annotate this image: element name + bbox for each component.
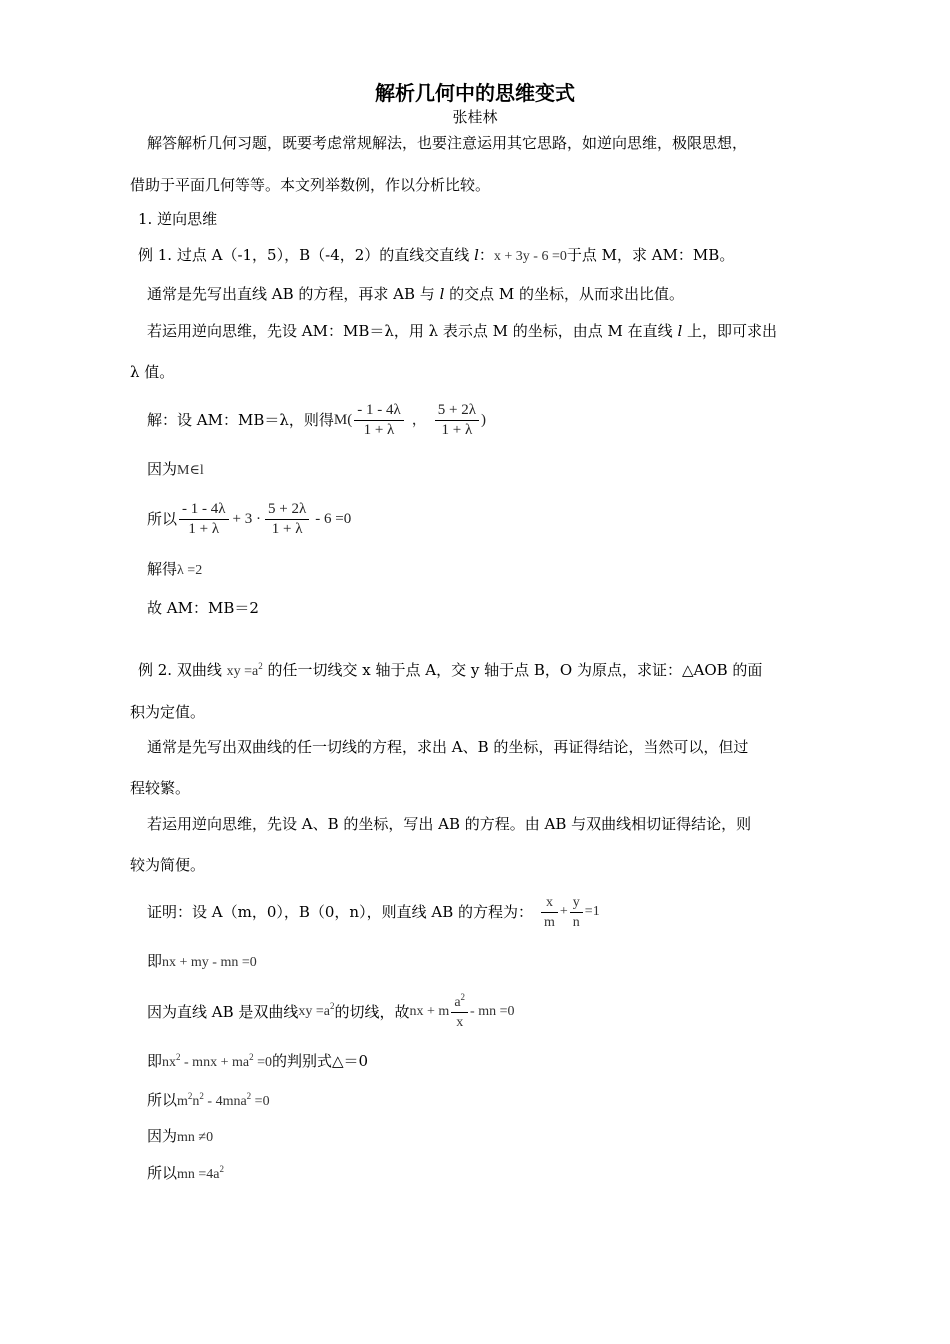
exponent: 2 [258, 661, 263, 671]
line-l-symbol: l [474, 246, 479, 264]
ex2-line-3 [147, 1051, 368, 1073]
discriminant-equation [177, 1091, 270, 1109]
ex1-p2-tail: 上，即可求出 [682, 322, 778, 340]
coordinate-comma: ， [411, 412, 427, 428]
ex2-line-4 [147, 1090, 270, 1112]
ex1-paragraph-2 [147, 321, 777, 341]
because-text: 因为 [147, 1127, 178, 1145]
example-2-question [138, 660, 762, 682]
ex2-question-tail: 的任一切线交 x 轴于点 A，交 y 轴于点 B，O 为原点，求证：△AOB 的面 [262, 661, 763, 679]
ex1-p1-text: 通常是先写出直线 AB 的方程，再求 AB 与 [147, 285, 440, 303]
fraction-x-coordinate [354, 401, 404, 440]
plus-three-times: + 3 · [232, 511, 261, 527]
exponent: 2 [246, 1091, 252, 1101]
hyperbola-base: xy =a [226, 664, 259, 679]
fraction-denominator: x [456, 1014, 464, 1030]
final-result [177, 1164, 225, 1182]
substituted-equation-tail: - mn =0 [470, 1004, 515, 1019]
intro-line-1: 解答解析几何习题，既要考虑常规解法，也要注意运用其它思路，如逆向思维，极限思想， [147, 134, 748, 152]
ex1-paragraph-2-cont: λ 值。 [130, 363, 175, 381]
proof-text: 证明：设 A（m，0），B（0，n），则直线 AB 的方程为： [147, 903, 533, 921]
fraction-numerator: 5 + 2λ [437, 401, 476, 418]
exponent: 2 [460, 991, 466, 1002]
fraction-numerator: y [572, 894, 580, 910]
term: m [177, 1094, 188, 1109]
ex1-question-tail: 于点 M，求 AM：MB。 [566, 246, 735, 264]
quadratic-equation [162, 1052, 272, 1070]
ex2-line-2 [147, 990, 515, 1034]
ex1-so-line [147, 498, 351, 540]
section-heading: 1. 逆向思维 [138, 210, 218, 228]
fraction-denominator: n [572, 914, 580, 930]
ex1-because-line [147, 459, 204, 481]
so-text: 所以 [147, 1091, 178, 1109]
ex2-question-text: 例 2. 双曲线 [138, 661, 227, 679]
exponent: 2 [199, 1091, 204, 1101]
author-name: 张桂林 [452, 108, 498, 126]
ex2-line-6 [147, 1163, 224, 1185]
fraction-denominator: m [544, 914, 555, 930]
ex2-paragraph-2: 若运用逆向思维，先设 A、B 的坐标，写出 AB 的方程。由 AB 与双曲线相切证得结论，则 [147, 815, 752, 833]
line-equation: x + 3y - 6 =0 [493, 249, 567, 264]
intro-line-2: 借助于平面几何等等。本文列举数例，作以分析比较。 [130, 176, 491, 194]
ji-text: 即 [147, 952, 163, 970]
numerator-base: a [454, 994, 461, 1010]
term: - mnx + ma [180, 1055, 250, 1070]
fraction-denominator: 1 + λ [441, 421, 473, 438]
hyperbola-base: xy =a [298, 1004, 331, 1019]
substituted-equation-head: nx + m [409, 1004, 450, 1019]
ex1-conclusion: 故 AM：MB＝2 [147, 599, 259, 617]
so-text: 所以 [147, 1164, 178, 1182]
ex2-question-cont: 积为定值。 [130, 703, 206, 721]
ex2-paragraph-2-cont: 较为简便。 [130, 856, 206, 874]
exponent: 2 [249, 1052, 254, 1062]
plus-sign: + [559, 904, 568, 919]
document-title: 解析几何中的思维变式 [375, 81, 575, 105]
point-m-open: M( [333, 412, 353, 428]
ji-text: 即 [147, 1052, 163, 1070]
term: - 4mna [203, 1094, 247, 1109]
ex2-line-1 [147, 951, 257, 973]
exponent: 2 [176, 1052, 181, 1062]
example-1-question [138, 245, 734, 267]
fraction-y-coordinate [435, 401, 479, 440]
term: n [192, 1094, 200, 1109]
so-text: 所以 [147, 510, 178, 528]
fraction-numerator [451, 993, 468, 1012]
ex2-proof-line [147, 891, 600, 933]
exponent: 2 [330, 1001, 335, 1011]
ex1-solve-line [147, 559, 202, 581]
exponent: 2 [219, 1164, 225, 1174]
fraction-a2-over-x [451, 993, 468, 1032]
nonzero-condition: mn ≠0 [177, 1130, 214, 1145]
because-text: 因为 [147, 460, 178, 478]
fraction-x-over-m [541, 893, 558, 932]
ex1-p1-tail: 的交点 M 的坐标，从而求出比值。 [444, 285, 685, 303]
lambda-value: λ =2 [177, 563, 203, 578]
hyperbola-equation [298, 1002, 334, 1022]
hyperbola-equation [226, 661, 263, 679]
term: =0 [253, 1055, 272, 1070]
ex1-question-text: 例 1. 过点 A（-1，5），B（-4，2）的直线交直线 [138, 246, 475, 264]
ex1-paragraph-1 [147, 284, 684, 304]
membership-math: M∈l [177, 463, 204, 478]
ex2-paragraph-1-cont: 程较繁。 [130, 779, 191, 797]
fraction-numerator: - 1 - 4λ [182, 500, 226, 517]
solve-text: 解得 [147, 560, 178, 578]
discriminant-text: 的判别式△＝0 [271, 1052, 369, 1070]
fraction-x-coordinate [179, 500, 229, 539]
tangent-text-tail: 的切线，故 [334, 1003, 410, 1021]
ex1-p2-text: 若运用逆向思维，先设 AM：MB＝λ，用 λ 表示点 M 的坐标，由点 M 在直线 [147, 322, 678, 340]
fraction-y-over-n [570, 893, 583, 932]
term: =0 [251, 1094, 270, 1109]
fraction-denominator: 1 + λ [188, 520, 220, 537]
result-base: mn =4a [177, 1167, 220, 1182]
line-l-symbol: l [439, 285, 445, 303]
point-m-close: ) [480, 412, 486, 428]
exponent: 2 [187, 1091, 193, 1101]
equals-one: =1 [584, 904, 600, 919]
fraction-denominator: 1 + λ [363, 421, 395, 438]
ex2-paragraph-1: 通常是先写出双曲线的任一切线的方程，求出 A、B 的坐标，再证得结论，当然可以，但过 [147, 738, 749, 756]
ex2-line-5 [147, 1126, 213, 1148]
fraction-numerator: 5 + 2λ [268, 500, 307, 517]
solution-text: 解：设 AM：MB＝λ，则得 [147, 411, 334, 429]
fraction-numerator: x [545, 894, 553, 910]
fraction-y-coordinate [265, 500, 309, 539]
fraction-denominator: 1 + λ [271, 520, 303, 537]
ex1-colon: ： [478, 246, 494, 264]
equation-tail: - 6 =0 [315, 511, 352, 527]
tangent-text: 因为直线 AB 是双曲线 [147, 1003, 299, 1021]
term: nx [162, 1055, 177, 1070]
ex1-solution-line [147, 399, 486, 441]
fraction-numerator: - 1 - 4λ [357, 401, 401, 418]
line-ab-equation: nx + my - mn =0 [162, 955, 257, 970]
line-l-symbol: l [677, 322, 683, 340]
